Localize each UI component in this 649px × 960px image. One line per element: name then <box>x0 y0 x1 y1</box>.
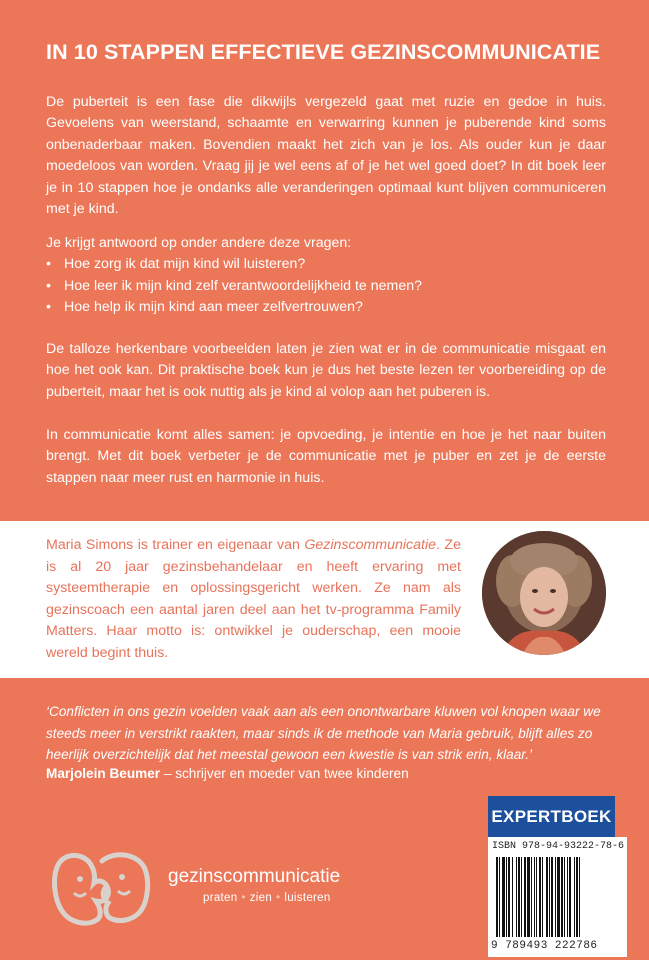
brand-name-part2: communicatie <box>222 866 341 887</box>
testimonial-author: Marjolein Beumer <box>46 766 161 781</box>
publisher-logo: EXPERTBOEK <box>488 796 615 837</box>
bio-company-name: Gezinscommunicatie <box>304 537 437 553</box>
barcode-icon <box>496 857 620 939</box>
tagline-word: zien <box>249 892 273 904</box>
author-portrait <box>482 531 606 655</box>
author-bio <box>46 535 461 665</box>
brand-name-part1: gezins <box>168 866 223 887</box>
questions-block <box>46 233 606 319</box>
intro-paragraph: De puberteit is een fase die dikwijls vergezeld gaat met ruzie en gedoe in huis. Gevoelens van weerstand, schaamte en verwarring kunnen je puberende kind soms onbenaderbaar maken. Bovendien maakt het zich van je los. Als ouder kun je daar moedeloos van worden. Vraag jij je wel eens af of je het wel goed doet? In dit boek leer je in 10 stappen hoe je ondanks alle veranderingen optimaal kunt blijven communiceren met je kind. <box>46 94 606 218</box>
question-item: • Hoe help ik mijn kind aan meer zelfvertrouwen? <box>46 297 606 318</box>
testimonial-section <box>0 678 649 782</box>
tagline-word: luisteren <box>284 892 331 904</box>
bio-text-end: . Ze is al 20 jaar gezinsbehandelaar en heeft ervaring met systeemtherapie en oplossingsgericht werken. Ze nam als gezinscoach een aantal jaren deel aan het tv-programma Family Matters. Haar motto is: ontwikkel je ouderschap, een mooie wereld begint thuis. <box>46 537 461 661</box>
back-cover-footer <box>0 782 649 960</box>
isbn-label: ISBN 978-94-93222-78-6 <box>492 841 625 852</box>
questions-list <box>46 254 606 318</box>
author-bio-section <box>0 521 649 678</box>
summary-paragraph: In communicatie komt alles samen: je opvoeding, je intentie en hoe je het naar buiten brengt. Met dit boek verbeter je de communicatie met je puber en zet je de eerste stappen naar meer rust en harmonie in huis. <box>46 427 606 486</box>
barcode-number: 9 789493 222786 <box>491 940 598 952</box>
testimonial-author-role: – schrijver en moeder van twee kinderen <box>160 766 409 781</box>
testimonial-attribution <box>46 766 409 781</box>
book-title: IN 10 STAPPEN EFFECTIEVE GEZINSCOMMUNICATIE <box>46 40 601 64</box>
tagline-word: praten <box>203 892 238 904</box>
isbn-barcode-box <box>488 837 627 957</box>
examples-paragraph: De talloze herkenbare voorbeelden laten je zien wat er in de communicatie misgaat en hoe het ook kan. Dit praktische boek kun je dus het beste lezen ter voorbereiding op de puberteit, maar het is ook nuttig als je kind al volop aan het puberen is. <box>46 341 606 400</box>
testimonial-quote: ‘Conflicten in ons gezin voelden vaak aan als een onontwarbare kluwen vol knopen waar we steeds meer in verstrikt raakten, maar sinds ik de methode van Maria gebruik, blijft alles zo heerlijk overzichtelijk dat het meestal gewoon een kwestie is van strik erin, klaar.’ <box>46 704 601 763</box>
brand-logo-icon <box>44 837 156 933</box>
bio-text-start: Maria Simons is trainer en eigenaar van <box>46 537 305 553</box>
questions-intro: Je krijgt antwoord op onder andere deze vragen: <box>46 235 352 251</box>
question-item: • Hoe zorg ik dat mijn kind wil luisteren? <box>46 254 606 275</box>
brand-name <box>168 866 340 888</box>
brand-tagline: praten • zien • luisteren <box>203 892 331 904</box>
question-item: • Hoe leer ik mijn kind zelf verantwoordelijkheid te nemen? <box>46 276 606 297</box>
